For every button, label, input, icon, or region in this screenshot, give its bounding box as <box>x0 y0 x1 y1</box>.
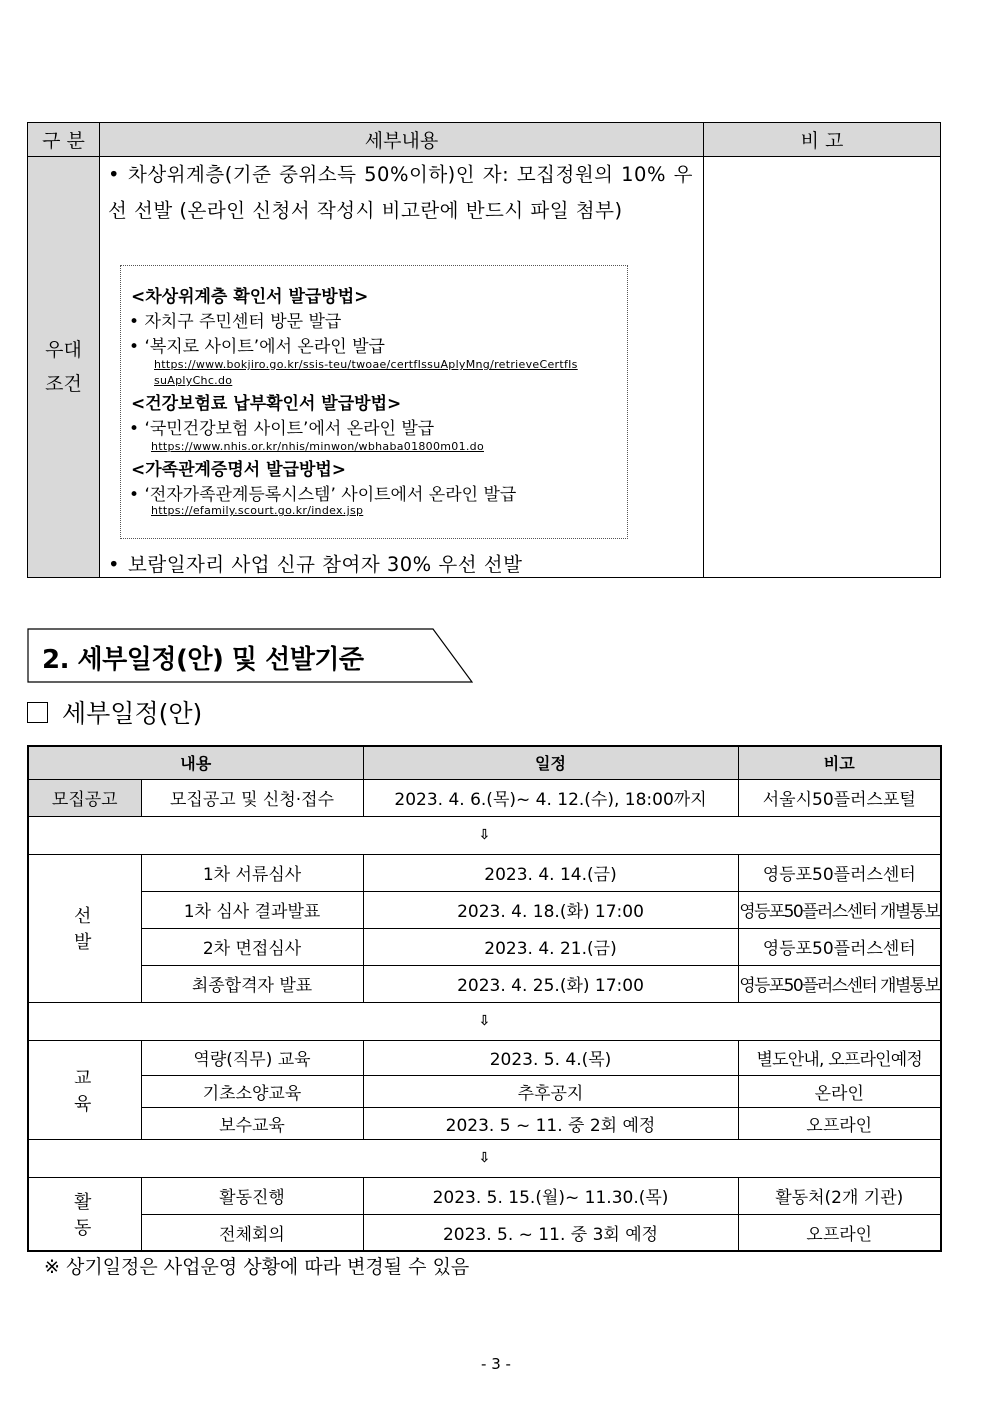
section-title: 2. 세부일정(안) 및 선발기준 <box>42 645 364 675</box>
education-item: 보수교육 <box>141 1107 363 1139</box>
header-details: 세부내용 <box>100 123 704 157</box>
preference-label-cell <box>28 157 100 578</box>
bullet-new-participant <box>108 549 522 577</box>
education-schedule: 추후공지 <box>363 1075 738 1107</box>
selection-group: 선발 <box>28 854 141 1002</box>
selection-schedule: 2023. 4. 14.(금) <box>363 854 738 891</box>
selection-schedule: 2023. 4. 25.(화) 17:00 <box>363 965 738 1002</box>
bokjiro-url-line2[interactable]: suAplyChc.do <box>154 374 233 387</box>
selection-note: 영등포50플러스센터 <box>738 854 941 891</box>
preference-content-cell <box>100 157 704 578</box>
down-arrow-icon: ⇩ <box>28 1002 941 1040</box>
header-content: 내용 <box>28 746 363 779</box>
activity-schedule: 2023. 5. ~ 11. 중 3회 예정 <box>363 1214 738 1251</box>
activity-note: 활동처(2개 기관) <box>738 1177 941 1214</box>
header-category: 구 분 <box>28 123 100 157</box>
preference-label-line1: 우대 <box>45 339 82 361</box>
selection-note: 영등포50플러스센터 <box>738 928 941 965</box>
activity-group: 활동 <box>28 1177 141 1251</box>
activity-item: 활동진행 <box>141 1177 363 1214</box>
checkbox-square-icon <box>27 702 48 723</box>
box-heading-low-income: <차상위계층 확인서 발급방법> <box>131 287 369 307</box>
subsection-title-text: 세부일정(안) <box>62 699 203 728</box>
activity-item: 전체회의 <box>141 1214 363 1251</box>
subsection-title <box>27 694 202 730</box>
selection-item: 1차 심사 결과발표 <box>141 891 363 928</box>
activity-note: 오프라인 <box>738 1214 941 1251</box>
education-note: 별도안내, 오프라인예정 <box>738 1040 941 1075</box>
box-item: • ‘복지로 사이트’에서 온라인 발급 <box>129 337 385 357</box>
education-note: 오프라인 <box>738 1107 941 1139</box>
bullet-low-income-text: 차상위계층(기준 중위소득 50%이하)인 자: 모집정원의 10% 우선 선발 (온라인 신청서 작성시 비고란에 반드시 파일 첨부) <box>108 163 693 222</box>
box-heading-health-insurance: <건강보험료 납부확인서 발급방법> <box>131 394 402 414</box>
header-remarks: 비 고 <box>704 123 941 157</box>
page-number: - 3 - <box>481 1355 511 1373</box>
selection-item: 최종합격자 발표 <box>141 965 363 1002</box>
down-arrow-icon: ⇩ <box>28 816 941 854</box>
nhis-url[interactable]: https://www.nhis.or.kr/nhis/minwon/wbhaba01800m01.do <box>151 440 484 453</box>
education-note: 온라인 <box>738 1075 941 1107</box>
box-item: • 자치구 주민센터 방문 발급 <box>129 312 342 332</box>
bullet-dot: • <box>108 553 121 576</box>
box-item: • ‘국민건강보험 사이트’에서 온라인 발급 <box>129 419 435 439</box>
recruit-item: 모집공고 및 신청·접수 <box>141 779 363 816</box>
education-schedule: 2023. 5. 4.(목) <box>363 1040 738 1075</box>
education-item: 기초소양교육 <box>141 1075 363 1107</box>
recruit-note: 서울시50플러스포털 <box>738 779 941 816</box>
efamily-url[interactable]: https://efamily.scourt.go.kr/index.jsp <box>151 504 364 517</box>
selection-item: 1차 서류심사 <box>141 854 363 891</box>
header-schedule: 일정 <box>363 746 738 779</box>
selection-item: 2차 면접심사 <box>141 928 363 965</box>
box-heading-family-relation: <가족관계증명서 발급방법> <box>131 460 347 480</box>
preference-conditions-table <box>27 122 941 578</box>
selection-note: 영등포50플러스센터 개별통보 <box>738 965 941 1002</box>
recruit-group: 모집공고 <box>28 779 141 816</box>
preference-label-line2: 조건 <box>45 373 82 395</box>
schedule-table <box>27 745 942 1252</box>
remarks-cell <box>704 157 941 578</box>
footnote: ※ 상기일정은 사업운영 상황에 따라 변경될 수 있음 <box>44 1256 470 1278</box>
education-item: 역량(직무) 교육 <box>141 1040 363 1075</box>
header-note: 비고 <box>738 746 941 779</box>
bokjiro-url-line1[interactable]: https://www.bokjiro.go.kr/ssis-teu/twoae/certfIssuAplyMng/retrieveCertfIs <box>154 358 578 371</box>
activity-schedule: 2023. 5. 15.(월)~ 11.30.(목) <box>363 1177 738 1214</box>
bullet-dot: • <box>108 163 121 186</box>
selection-schedule: 2023. 4. 21.(금) <box>363 928 738 965</box>
down-arrow-icon: ⇩ <box>28 1139 941 1177</box>
education-group: 교육 <box>28 1040 141 1139</box>
bullet-low-income <box>108 157 693 229</box>
selection-note: 영등포50플러스센터 개별통보 <box>738 891 941 928</box>
box-item: • ‘전자가족관계등록시스템’ 사이트에서 온라인 발급 <box>129 485 517 505</box>
section-header <box>27 628 473 683</box>
education-schedule: 2023. 5 ~ 11. 중 2회 예정 <box>363 1107 738 1139</box>
issuance-methods-box <box>120 265 628 539</box>
recruit-schedule: 2023. 4. 6.(목)~ 4. 12.(수), 18:00까지 <box>363 779 738 816</box>
bullet-new-participant-text: 보람일자리 사업 신규 참여자 30% 우선 선발 <box>128 553 523 576</box>
selection-schedule: 2023. 4. 18.(화) 17:00 <box>363 891 738 928</box>
